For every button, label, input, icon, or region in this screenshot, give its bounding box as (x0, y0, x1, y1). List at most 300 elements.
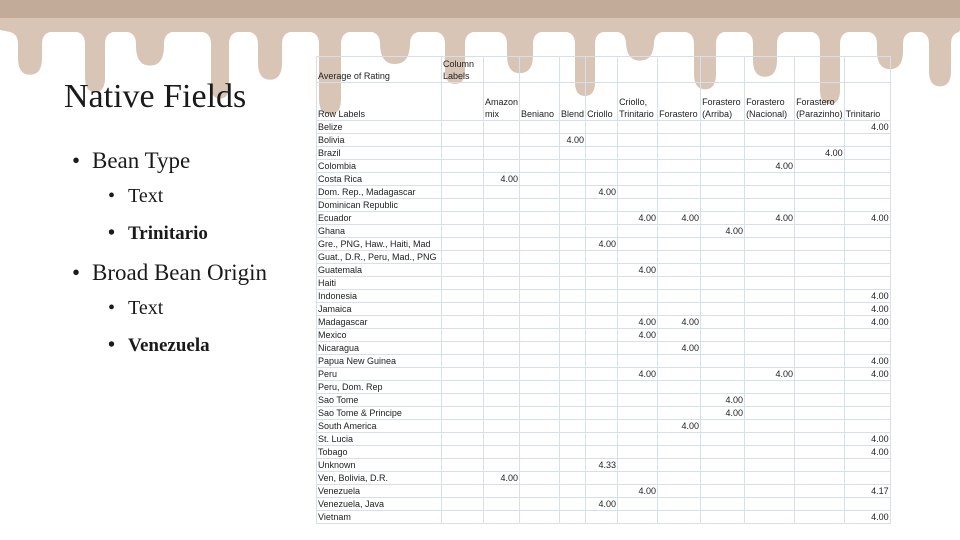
rating-cell (484, 433, 520, 446)
rating-cell (844, 277, 890, 290)
rating-cell (844, 225, 890, 238)
rating-cell (658, 511, 701, 524)
empty-cell (618, 57, 658, 83)
empty-cell (442, 147, 484, 160)
rating-cell (745, 420, 795, 433)
rating-cell (701, 264, 745, 277)
rating-cell (701, 446, 745, 459)
rating-cell (520, 459, 560, 472)
table-row (317, 407, 891, 420)
rating-cell (844, 394, 890, 407)
rating-cell (658, 251, 701, 264)
rating-cell (586, 121, 618, 134)
rating-cell: 4.00 (844, 121, 890, 134)
table-row (317, 368, 891, 381)
rating-cell (586, 381, 618, 394)
table-row (317, 316, 891, 329)
rating-cell: 4.00 (844, 446, 890, 459)
empty-cell (560, 57, 586, 83)
rating-cell (520, 290, 560, 303)
table-row (317, 277, 891, 290)
rating-cell (520, 498, 560, 511)
rating-cell (658, 485, 701, 498)
column-labels-caption: Column Labels (442, 57, 484, 83)
rating-cell (844, 147, 890, 160)
rating-cell (844, 381, 890, 394)
rating-cell (586, 277, 618, 290)
rating-cell (618, 420, 658, 433)
rating-cell (618, 355, 658, 368)
rating-cell (618, 160, 658, 173)
empty-cell (442, 498, 484, 511)
row-label: Dom. Rep., Madagascar (317, 186, 442, 199)
rating-cell (484, 251, 520, 264)
rating-cell (844, 173, 890, 186)
rating-cell (586, 199, 618, 212)
bullet-bean-type-sub-2: • Trinitario (72, 215, 302, 252)
table-row (317, 303, 891, 316)
pivot-table (316, 56, 891, 524)
empty-cell (484, 57, 520, 83)
rating-cell (560, 407, 586, 420)
row-label: Papua New Guinea (317, 355, 442, 368)
table-row (317, 173, 891, 186)
rating-cell (701, 381, 745, 394)
empty-cell (442, 511, 484, 524)
rating-cell (701, 147, 745, 160)
rating-cell: 4.00 (586, 498, 618, 511)
rating-cell (520, 485, 560, 498)
rating-cell (520, 381, 560, 394)
rating-cell (795, 160, 845, 173)
rating-cell (520, 121, 560, 134)
rating-cell: 4.00 (844, 290, 890, 303)
rating-cell (844, 160, 890, 173)
rating-cell (586, 212, 618, 225)
rating-cell (795, 225, 845, 238)
empty-cell (442, 199, 484, 212)
row-label: Sao Tome & Principe (317, 407, 442, 420)
empty-cell (442, 381, 484, 394)
rating-cell (745, 251, 795, 264)
rating-cell (795, 303, 845, 316)
rating-cell (560, 394, 586, 407)
rating-cell (520, 134, 560, 147)
row-label: Ven, Bolivia, D.R. (317, 472, 442, 485)
empty-cell (442, 186, 484, 199)
rating-cell (586, 264, 618, 277)
table-row (317, 212, 891, 225)
row-labels-caption: Row Labels (317, 83, 442, 121)
table-row (317, 498, 891, 511)
rating-cell (658, 303, 701, 316)
rating-cell (560, 368, 586, 381)
rating-cell (701, 511, 745, 524)
rating-cell (844, 420, 890, 433)
empty-cell (442, 83, 484, 121)
rating-cell (586, 485, 618, 498)
rating-cell (701, 186, 745, 199)
rating-cell (586, 147, 618, 160)
rating-cell (560, 147, 586, 160)
rating-cell (520, 394, 560, 407)
rating-cell (795, 446, 845, 459)
rating-cell (795, 498, 845, 511)
table-row (317, 459, 891, 472)
rating-cell (484, 277, 520, 290)
row-label: St. Lucia (317, 433, 442, 446)
empty-cell (844, 57, 890, 83)
slide-title: Native Fields (64, 78, 247, 115)
rating-cell (520, 407, 560, 420)
rating-cell (618, 225, 658, 238)
rating-cell (618, 433, 658, 446)
rating-cell (658, 472, 701, 485)
rating-cell (618, 238, 658, 251)
rating-cell (658, 433, 701, 446)
value-field-label: Average of Rating (317, 57, 442, 83)
bullet-bean-type: • Bean Type (72, 144, 302, 178)
column-header: Beniano (520, 83, 560, 121)
rating-cell (586, 472, 618, 485)
rating-cell (586, 160, 618, 173)
rating-cell: 4.00 (795, 147, 845, 160)
rating-cell (484, 459, 520, 472)
rating-cell (560, 264, 586, 277)
row-label: Belize (317, 121, 442, 134)
rating-cell (658, 173, 701, 186)
rating-cell (795, 420, 845, 433)
rating-cell (701, 433, 745, 446)
row-label: Venezuela, Java (317, 498, 442, 511)
empty-cell (442, 303, 484, 316)
rating-cell (560, 342, 586, 355)
rating-cell (745, 264, 795, 277)
row-label: Nicaragua (317, 342, 442, 355)
rating-cell (586, 316, 618, 329)
rating-cell (745, 329, 795, 342)
rating-cell (618, 186, 658, 199)
rating-cell (520, 225, 560, 238)
rating-cell (658, 368, 701, 381)
rating-cell (658, 355, 701, 368)
rating-cell (745, 381, 795, 394)
rating-cell (484, 420, 520, 433)
rating-cell (795, 290, 845, 303)
rating-cell (844, 407, 890, 420)
rating-cell (586, 225, 618, 238)
row-label: Peru, Dom. Rep (317, 381, 442, 394)
rating-cell (745, 147, 795, 160)
row-label: Ghana (317, 225, 442, 238)
rating-cell (795, 381, 845, 394)
rating-cell (560, 433, 586, 446)
rating-cell (560, 498, 586, 511)
rating-cell (618, 134, 658, 147)
rating-cell (745, 498, 795, 511)
row-label: Peru (317, 368, 442, 381)
rating-cell (586, 134, 618, 147)
rating-cell (484, 511, 520, 524)
rating-cell (560, 316, 586, 329)
rating-cell (520, 342, 560, 355)
rating-cell (560, 225, 586, 238)
empty-cell (442, 446, 484, 459)
rating-cell (618, 121, 658, 134)
table-row (317, 329, 891, 342)
rating-cell (484, 238, 520, 251)
rating-cell: 4.00 (658, 316, 701, 329)
rating-cell (520, 199, 560, 212)
rating-cell (701, 212, 745, 225)
rating-cell (701, 472, 745, 485)
rating-cell (618, 147, 658, 160)
rating-cell (701, 121, 745, 134)
rating-cell (560, 381, 586, 394)
empty-cell (442, 264, 484, 277)
column-header: Forastero (658, 83, 701, 121)
rating-cell (658, 160, 701, 173)
rating-cell (484, 446, 520, 459)
table-row (317, 147, 891, 160)
rating-cell (701, 355, 745, 368)
column-header: Amazon mix (484, 83, 520, 121)
rating-cell (795, 355, 845, 368)
row-label: Sao Tome (317, 394, 442, 407)
table-row (317, 186, 891, 199)
rating-cell (586, 446, 618, 459)
rating-cell (484, 329, 520, 342)
empty-cell (442, 485, 484, 498)
rating-cell (795, 121, 845, 134)
row-label: South America (317, 420, 442, 433)
empty-cell (520, 57, 560, 83)
rating-cell (795, 316, 845, 329)
rating-cell (701, 316, 745, 329)
bullet-list (72, 144, 302, 364)
rating-cell (484, 147, 520, 160)
rating-cell (795, 329, 845, 342)
rating-cell (701, 238, 745, 251)
rating-cell (745, 472, 795, 485)
rating-cell (795, 511, 845, 524)
row-label: Ecuador (317, 212, 442, 225)
rating-cell (560, 121, 586, 134)
rating-cell (795, 485, 845, 498)
rating-cell (701, 303, 745, 316)
empty-cell (442, 433, 484, 446)
rating-cell (560, 511, 586, 524)
empty-cell (442, 212, 484, 225)
rating-cell (701, 329, 745, 342)
rating-cell (520, 368, 560, 381)
row-label: Guat., D.R., Peru, Mad., PNG (317, 251, 442, 264)
row-label: Brazil (317, 147, 442, 160)
rating-cell (745, 316, 795, 329)
rating-cell (484, 381, 520, 394)
rating-cell (484, 303, 520, 316)
rating-cell (844, 264, 890, 277)
table-row (317, 342, 891, 355)
row-label: Haiti (317, 277, 442, 290)
empty-cell (442, 316, 484, 329)
rating-cell (520, 264, 560, 277)
rating-cell (484, 199, 520, 212)
rating-cell (795, 264, 845, 277)
row-label: Bolivia (317, 134, 442, 147)
rating-cell (586, 303, 618, 316)
rating-cell (520, 446, 560, 459)
rating-cell (560, 485, 586, 498)
rating-cell (745, 290, 795, 303)
rating-cell (658, 225, 701, 238)
rating-cell (484, 121, 520, 134)
rating-cell (586, 420, 618, 433)
row-label: Dominican Republic (317, 199, 442, 212)
rating-cell (618, 290, 658, 303)
rating-cell (560, 290, 586, 303)
rating-cell (795, 472, 845, 485)
rating-cell (520, 238, 560, 251)
rating-cell (520, 160, 560, 173)
rating-cell: 4.00 (658, 212, 701, 225)
rating-cell: 4.00 (484, 472, 520, 485)
rating-cell (844, 251, 890, 264)
rating-cell (745, 277, 795, 290)
rating-cell: 4.00 (618, 316, 658, 329)
row-label: Costa Rica (317, 173, 442, 186)
rating-cell (484, 264, 520, 277)
rating-cell: 4.00 (484, 173, 520, 186)
table-row (317, 355, 891, 368)
rating-cell (560, 303, 586, 316)
rating-cell (484, 355, 520, 368)
rating-cell (745, 342, 795, 355)
empty-cell (442, 342, 484, 355)
column-header: Forastero (Parazinho) (795, 83, 845, 121)
rating-cell (658, 277, 701, 290)
rating-cell: 4.17 (844, 485, 890, 498)
rating-cell (520, 147, 560, 160)
row-label: Jamaica (317, 303, 442, 316)
rating-cell (586, 511, 618, 524)
rating-cell: 4.00 (618, 264, 658, 277)
rating-cell: 4.00 (560, 134, 586, 147)
rating-cell (618, 303, 658, 316)
empty-cell (442, 225, 484, 238)
rating-cell (560, 355, 586, 368)
table-row (317, 134, 891, 147)
table-row (317, 472, 891, 485)
rating-cell (701, 368, 745, 381)
row-label: Gre., PNG, Haw., Haiti, Mad (317, 238, 442, 251)
row-label: Madagascar (317, 316, 442, 329)
row-label: Indonesia (317, 290, 442, 303)
rating-cell (618, 394, 658, 407)
rating-cell (586, 251, 618, 264)
table-row (317, 381, 891, 394)
rating-cell (484, 498, 520, 511)
rating-cell (701, 160, 745, 173)
empty-cell (442, 121, 484, 134)
rating-cell (745, 511, 795, 524)
empty-cell (442, 407, 484, 420)
rating-cell (484, 134, 520, 147)
table-row (317, 160, 891, 173)
rating-cell (618, 498, 658, 511)
table-row (317, 225, 891, 238)
rating-cell (618, 251, 658, 264)
rating-cell (745, 199, 795, 212)
rating-cell: 4.00 (844, 368, 890, 381)
rating-cell (520, 329, 560, 342)
rating-cell (795, 173, 845, 186)
rating-cell (745, 225, 795, 238)
rating-cell: 4.00 (618, 368, 658, 381)
rating-cell (586, 342, 618, 355)
rating-cell (701, 485, 745, 498)
table-row (317, 290, 891, 303)
rating-cell (745, 121, 795, 134)
rating-cell (586, 407, 618, 420)
table-row (317, 121, 891, 134)
rating-cell (618, 277, 658, 290)
rating-cell: 4.00 (745, 212, 795, 225)
rating-cell (745, 186, 795, 199)
rating-cell (484, 212, 520, 225)
table-row (317, 420, 891, 433)
rating-cell (701, 277, 745, 290)
table-row (317, 446, 891, 459)
rating-cell: 4.00 (844, 433, 890, 446)
column-header: Blend (560, 83, 586, 121)
table-row (317, 485, 891, 498)
rating-cell (658, 290, 701, 303)
rating-cell (520, 511, 560, 524)
rating-cell (745, 459, 795, 472)
rating-cell (701, 459, 745, 472)
rating-cell (560, 238, 586, 251)
table-row (317, 238, 891, 251)
rating-cell (560, 251, 586, 264)
rating-cell (520, 303, 560, 316)
rating-cell (658, 238, 701, 251)
rating-cell: 4.00 (844, 303, 890, 316)
rating-cell (745, 446, 795, 459)
rating-cell (795, 433, 845, 446)
rating-cell (745, 433, 795, 446)
empty-cell (586, 57, 618, 83)
rating-cell (484, 186, 520, 199)
rating-cell (658, 264, 701, 277)
table-row (317, 433, 891, 446)
rating-cell (844, 459, 890, 472)
rating-cell: 4.00 (745, 368, 795, 381)
rating-cell (586, 394, 618, 407)
table-row (317, 251, 891, 264)
rating-cell (745, 238, 795, 251)
rating-cell (795, 212, 845, 225)
rating-cell (701, 251, 745, 264)
pivot-caption-row (317, 57, 891, 83)
rating-cell (745, 134, 795, 147)
rating-cell (795, 251, 845, 264)
rating-cell (586, 290, 618, 303)
rating-cell (701, 342, 745, 355)
rating-cell (586, 368, 618, 381)
rating-cell (701, 290, 745, 303)
rating-cell (745, 173, 795, 186)
